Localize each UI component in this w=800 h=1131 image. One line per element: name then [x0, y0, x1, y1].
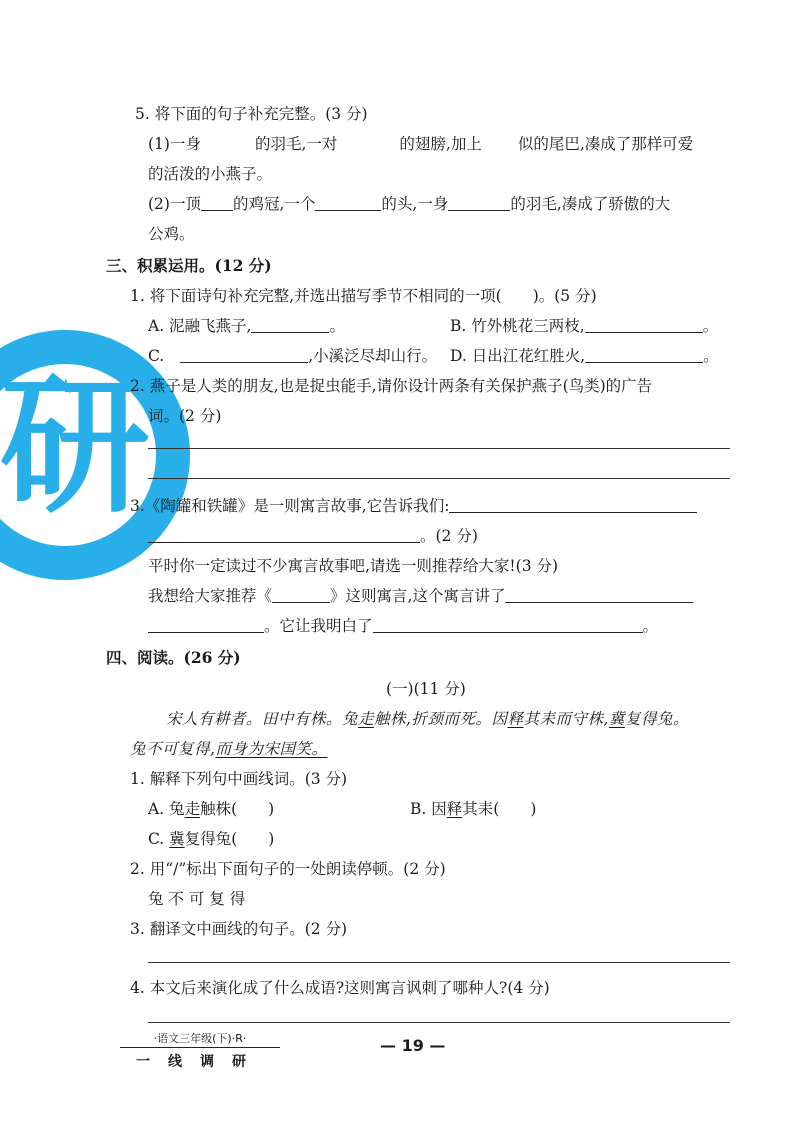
- blank-line[interactable]: [315, 194, 381, 211]
- sec3-q3-line2: 。(2 分): [148, 524, 478, 546]
- sec3-q3-line3: 平时你一定读过不少寓言故事吧,请选一则推荐给大家!(3 分): [148, 557, 559, 575]
- blank-line[interactable]: [449, 496, 697, 513]
- blank-line[interactable]: [272, 586, 330, 603]
- q5-title: 5. 将下面的句子补充完整。(3 分): [135, 105, 368, 123]
- q5-line2: 的活泼的小燕子。: [148, 165, 273, 183]
- sec3-q3-line4: 我想给大家推荐《 》这则寓言,这个寓言讲了: [148, 584, 693, 606]
- footer-book-info: [120, 1030, 280, 1071]
- footer-series: 一线调研: [136, 1054, 264, 1070]
- sec4-q4-title: 4. 本文后来演化成了什么成语?这则寓言讽刺了哪种人?(4 分): [130, 979, 550, 997]
- option-b: B. 竹外桃花三两枝, 。: [450, 317, 719, 335]
- footer-book: ·语文三年级(下)·R·: [120, 1030, 280, 1048]
- q5-line1: (1)一身 的羽毛,一对 的翅膀,加上 似的尾巴,凑成了那样可爱: [148, 135, 694, 153]
- blank-line[interactable]: [201, 194, 233, 211]
- passage-subtitle: (一)(11 分): [386, 680, 466, 698]
- sec4-q1-b: B. 因释其耒( ): [410, 800, 537, 818]
- blank-line[interactable]: [585, 346, 703, 363]
- section-4-title: 四、阅读。(26 分): [106, 648, 241, 667]
- sec3-q1-title: 1. 将下面诗句补充完整,并选出描写季节不相同的一项( )。(5 分): [130, 287, 597, 305]
- answer-line[interactable]: [148, 962, 730, 963]
- sec4-q1-a: A. 兔走触株( ): [148, 800, 275, 818]
- watermark-char: 研: [0, 360, 151, 534]
- option-d: D. 日出江花红胜火, 。: [450, 347, 719, 365]
- blank-line[interactable]: [251, 316, 329, 333]
- blank-line[interactable]: [373, 616, 643, 633]
- section-3-title: 三、积累运用。(12 分): [106, 256, 272, 275]
- sec4-q3-title: 3. 翻译文中画线的句子。(2 分): [130, 920, 348, 938]
- sec3-q3-line5: 。它让我明白了 。: [148, 614, 658, 636]
- sec3-q2-line2: 词。(2 分): [148, 407, 222, 425]
- blank-line[interactable]: [180, 346, 308, 363]
- option-c: C. ,小溪泛尽却山行。: [148, 347, 438, 365]
- option-a: A. 泥融飞燕子, 。: [148, 317, 345, 335]
- sec4-q1-title: 1. 解释下列句中画线词。(3 分): [130, 770, 348, 788]
- sec4-q2-title: 2. 用“/”标出下面句子的一处朗读停顿。(2 分): [130, 860, 446, 878]
- blank-line[interactable]: [448, 194, 510, 211]
- sec4-q1-c: C. 冀复得兔( ): [148, 830, 275, 848]
- answer-line[interactable]: [148, 478, 730, 479]
- sec3-q3-line1: 3.《陶罐和铁罐》是一则寓言故事,它告诉我们:: [130, 494, 697, 516]
- q5-line3: (2)一顶 的鸡冠,一个 的头,一身 的羽毛,凑成了骄傲的大: [148, 195, 671, 213]
- blank-line[interactable]: [148, 526, 420, 543]
- answer-line[interactable]: [148, 448, 730, 449]
- passage-line-2: 兔不可复得,而身为宋国笑。: [130, 740, 328, 758]
- blank-line[interactable]: [585, 316, 703, 333]
- passage-line-1: 宋人有耕者。田中有株。兔走触株,折颈而死。因释其耒而守株,冀复得兔。: [166, 710, 689, 728]
- sec3-q2-line1: 2. 燕子是人类的朋友,也是捉虫能手,请你设计两条有关保护燕子(鸟类)的广告: [130, 377, 653, 395]
- answer-line[interactable]: [148, 1022, 730, 1023]
- page-number: — 19 —: [380, 1036, 446, 1055]
- blank-line[interactable]: [148, 616, 264, 633]
- q5-line4: 公鸡。: [148, 225, 195, 243]
- blank-line[interactable]: [505, 586, 693, 603]
- sec4-q2-text: 兔 不 可 复 得: [148, 890, 246, 908]
